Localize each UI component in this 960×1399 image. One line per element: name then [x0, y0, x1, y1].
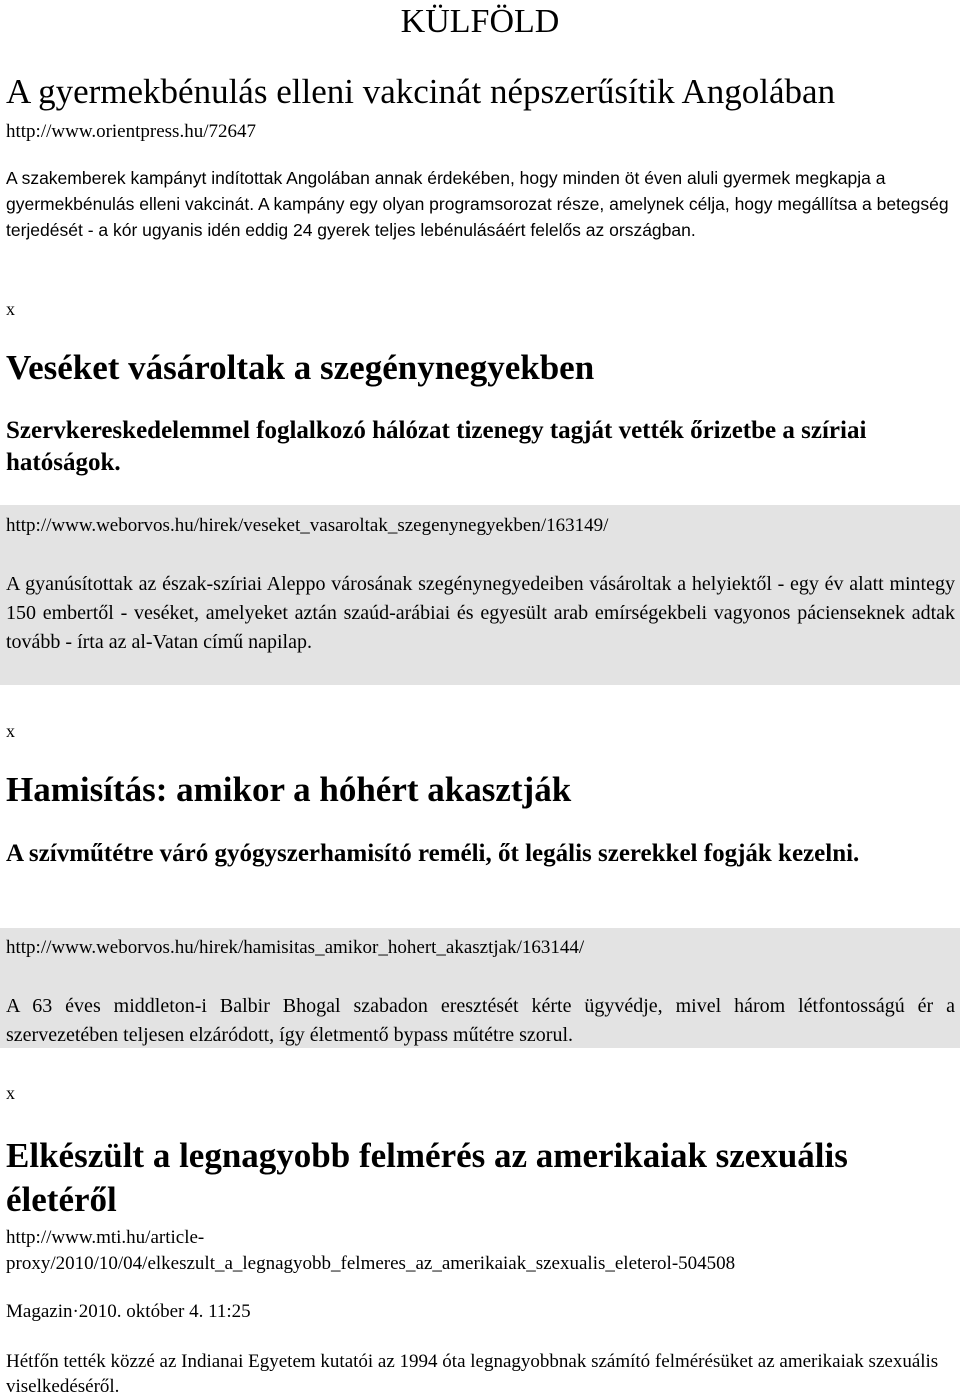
article-title: Hamisítás: amikor a hóhért akasztják [6, 770, 572, 809]
article-title: Veséket vásároltak a szegénynegyekben [6, 348, 595, 387]
article-subtitle: A szívműtétre váró gyógyszerhamisító reméli, őt legális szerekkel fogják kezelni. [6, 840, 860, 867]
article-body: A 63 éves middleton-i Balbir Bhogal szabadon eresztését kérte ügyvédje, mivel három létfontosságú ér a szervezetében teljesen elzáródott, így életmentő bypass műtétre szorul. [6, 995, 955, 1046]
article-url[interactable]: http://www.weborvos.hu/hirek/hamisitas_amikor_hohert_akasztjak/163144/ [6, 937, 585, 958]
article-body: A szakemberek kampányt indítottak Angolában annak érdekében, hogy minden öt éven aluli gyermek megkapja a gyermekbénulás elleni vakcinát. A kampány egy olyan programsorozat része, amelynek célja, hogy megállítsa a betegség terjedését - a kór ugyanis idén eddig 24 gyerek teljes lebénulásáért felelős az országban. [6, 168, 949, 240]
article-url[interactable]: http://www.weborvos.hu/hirek/veseket_vasaroltak_szegenynegyekben/163149/ [6, 515, 609, 536]
article-url-line1[interactable]: http://www.mti.hu/article- [6, 1227, 205, 1248]
article-body: A gyanúsítottak az észak-szíriai Aleppo városának szegénynegyedeiben vásároltak a helyiektől - egy év alatt mintegy 150 embertől - veséket, amelyeket aztán szaúd-arábiai és egyesült arab emírségekbeli vagyonos pácienseknek adtak tovább - írta az al-Vatan című napilap. [6, 573, 955, 653]
article-subtitle: Szervkereskedelemmel foglalkozó hálózat tizenegy tagját vették őrizetbe a szíriai hatóságok. [6, 417, 867, 476]
article-url-line2[interactable]: proxy/2010/10/04/elkeszult_a_legnagyobb_felmeres_az_amerikaiak_szexualis_eleterol-504508 [6, 1253, 736, 1274]
separator-mark: x [6, 299, 15, 319]
article-title: A gyermekbénulás elleni vakcinát népszerűsítik Angolában [6, 72, 836, 111]
article-dateline: Magazin·2010. október 4. 11:25 [6, 1301, 251, 1322]
separator-mark: x [6, 1083, 15, 1103]
article-url[interactable]: http://www.orientpress.hu/72647 [6, 121, 256, 142]
article-title: Elkészült a legnagyobb felmérés az amerikaiak szexuális életéről [6, 1136, 848, 1219]
section-heading: KÜLFÖLD [400, 3, 560, 40]
article-body: Hétfőn tették közzé az Indianai Egyetem kutatói az 1994 óta legnagyobbnak számító felmérésüket az amerikaiak szexuális viselkedéséről. [6, 1351, 939, 1397]
separator-mark: x [6, 721, 15, 741]
